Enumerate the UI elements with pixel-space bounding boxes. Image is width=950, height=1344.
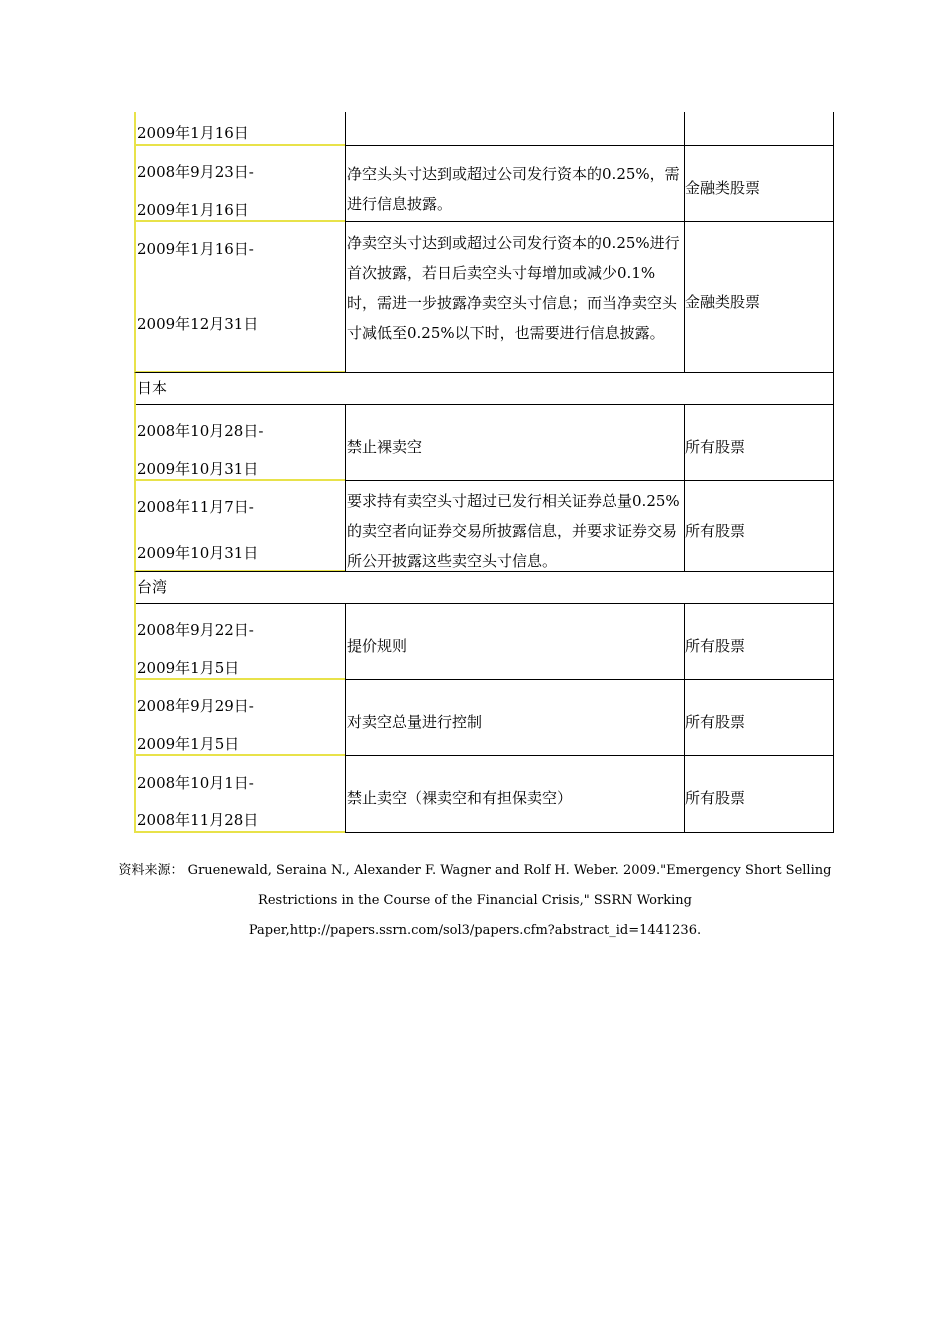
end-date: 2009年1月5日 bbox=[137, 659, 240, 677]
table-row bbox=[134, 679, 834, 756]
rule-cell bbox=[345, 480, 685, 572]
start-date: 2009年1月16日- bbox=[137, 240, 254, 258]
rule-cell bbox=[345, 755, 685, 833]
start-date: 2008年10月1日- bbox=[137, 774, 254, 792]
date-cell bbox=[134, 221, 346, 373]
region-label: 日本 bbox=[137, 379, 168, 397]
end-date: 2009年1月5日 bbox=[137, 735, 240, 753]
table-row bbox=[134, 603, 834, 680]
table-row bbox=[134, 755, 834, 833]
date-cell bbox=[134, 480, 346, 572]
rule-text: 禁止裸卖空 bbox=[347, 438, 423, 456]
table-row bbox=[134, 221, 834, 373]
end-date: 2009年10月31日 bbox=[137, 544, 259, 562]
scope-text: 金融类股票 bbox=[685, 179, 761, 197]
region-header-japan bbox=[134, 372, 834, 405]
scope-cell bbox=[684, 145, 834, 222]
region-label: 台湾 bbox=[137, 578, 168, 596]
rule-cell bbox=[345, 679, 685, 756]
end-date: 2009年1月16日 bbox=[137, 201, 249, 219]
start-date: 2008年9月23日- bbox=[137, 163, 254, 181]
scope-text: 金融类股票 bbox=[685, 293, 761, 311]
date-cell bbox=[134, 603, 346, 680]
rule-text: 禁止卖空（裸卖空和有担保卖空） bbox=[347, 789, 573, 807]
end-date: 2009年10月31日 bbox=[137, 460, 259, 478]
rule-text: 净空头头寸达到或超过公司发行资本的0.25%，需进行信息披露。 bbox=[347, 165, 680, 213]
scope-cell bbox=[684, 221, 834, 373]
rule-text: 净卖空头寸达到或超过公司发行资本的0.25%进行首次披露，若日后卖空头寸每增加或减少0.1%时，需进一步披露净卖空头寸信息；而当净卖空头寸减低至0.25%以下时，也需要进行信息披露。 bbox=[347, 234, 680, 342]
date-cell bbox=[134, 679, 346, 756]
start-date: 2008年9月29日- bbox=[137, 697, 254, 715]
scope-text: 所有股票 bbox=[685, 637, 746, 655]
rule-cell bbox=[345, 112, 685, 146]
scope-text: 所有股票 bbox=[685, 789, 746, 807]
table-row bbox=[134, 112, 834, 146]
date-cell bbox=[134, 112, 346, 146]
scope-cell bbox=[684, 480, 834, 572]
rule-cell bbox=[345, 603, 685, 680]
rule-cell bbox=[345, 145, 685, 222]
date-cell bbox=[134, 755, 346, 833]
rule-text: 要求持有卖空头寸超过已发行相关证券总量0.25%的卖空者向证券交易所披露信息，并要求证券交易所公开披露这些卖空头寸信息。 bbox=[347, 492, 680, 570]
rule-text: 提价规则 bbox=[347, 637, 408, 655]
scope-text: 所有股票 bbox=[685, 522, 746, 540]
table-row bbox=[134, 145, 834, 222]
start-date: 2008年11月7日- bbox=[137, 498, 254, 516]
rule-cell bbox=[345, 221, 685, 373]
source-line-3: Paper,http://papers.ssrn.com/sol3/papers.cfm?abstract_id=1441236. bbox=[248, 923, 702, 938]
scope-cell bbox=[684, 603, 834, 680]
source-line-2: Restrictions in the Course of the Financial Crisis," SSRN Working bbox=[258, 893, 692, 908]
rule-text: 对卖空总量进行控制 bbox=[347, 713, 483, 731]
scope-cell bbox=[684, 112, 834, 146]
table-row bbox=[134, 404, 834, 481]
scope-cell bbox=[684, 404, 834, 481]
date-cell bbox=[134, 145, 346, 222]
scope-text: 所有股票 bbox=[685, 438, 746, 456]
date-cell bbox=[134, 404, 346, 481]
end-date: 2008年11月28日 bbox=[137, 811, 259, 829]
source-line-1: 资料来源： Gruenewald, Seraina N., Alexander F. Wagner and Rolf H. Weber. 2009."Emergency Short Selling bbox=[118, 863, 832, 878]
scope-text: 所有股票 bbox=[685, 713, 746, 731]
start-date: 2008年9月22日- bbox=[137, 621, 254, 639]
end-date: 2009年1月16日 bbox=[137, 124, 249, 142]
end-date: 2009年12月31日 bbox=[137, 315, 259, 333]
start-date: 2008年10月28日- bbox=[137, 422, 264, 440]
rule-cell bbox=[345, 404, 685, 481]
scope-cell bbox=[684, 755, 834, 833]
region-header-taiwan bbox=[134, 571, 834, 604]
scope-cell bbox=[684, 679, 834, 756]
table-row bbox=[134, 480, 834, 572]
